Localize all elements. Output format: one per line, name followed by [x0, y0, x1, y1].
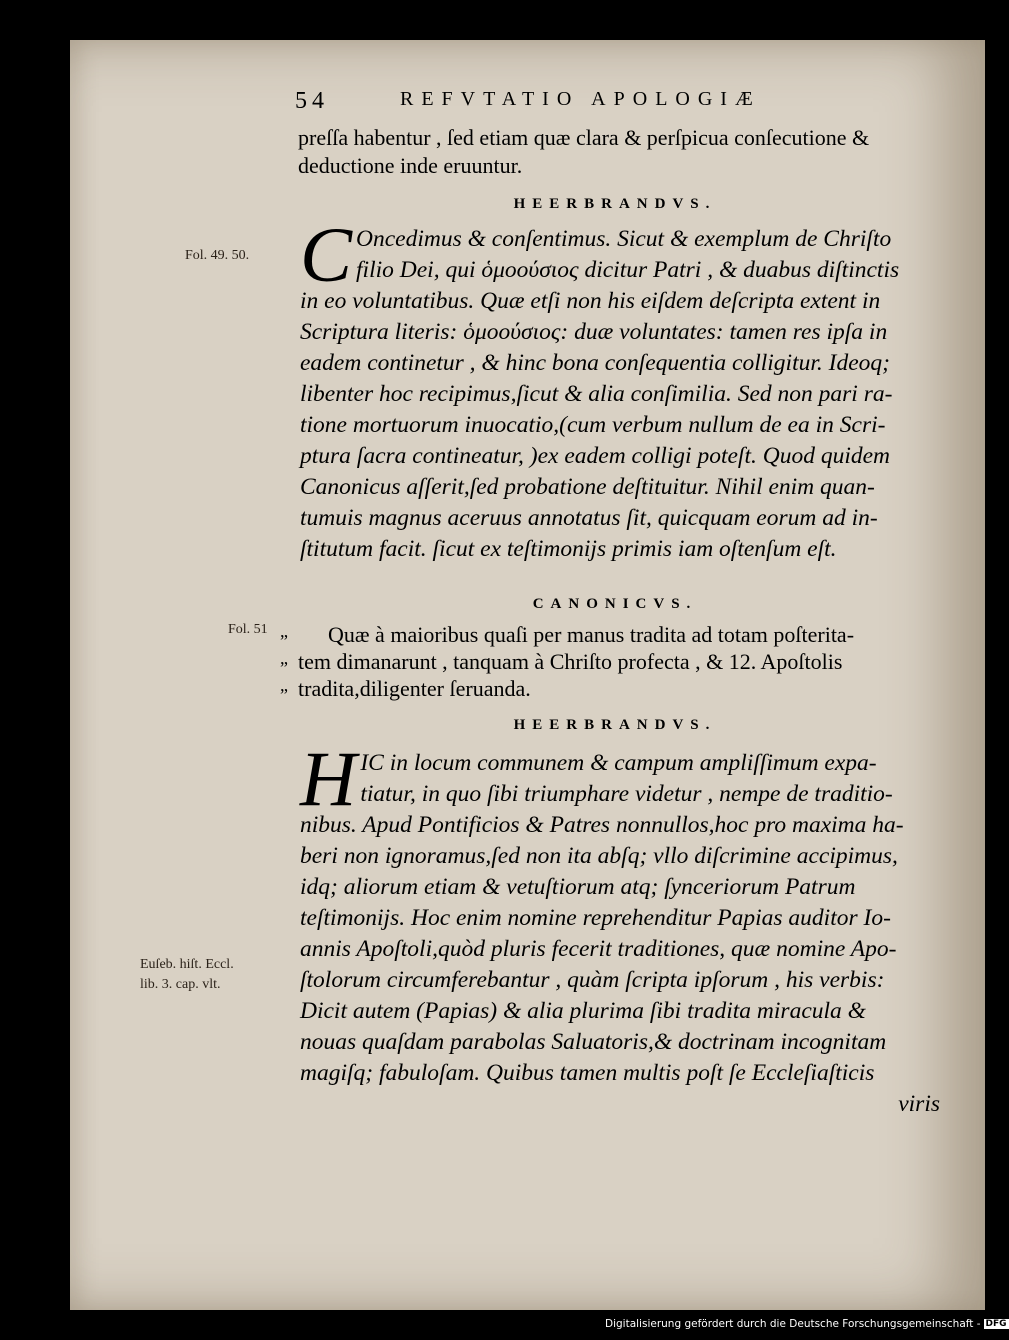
- section1-paragraph: [300, 211, 950, 565]
- text-line: beri non ignoramus,ſed non ita abſq; vllo diſcrimine accipimus,: [300, 843, 898, 869]
- dfg-logo: DFG: [985, 1319, 1007, 1329]
- text-line: idq; aliorum etiam & vetuſtiorum atq; ſynceriorum Patrum: [300, 874, 856, 900]
- text-line: libenter hoc recipimus,ſicut & alia conſimilia. Sed non pari ra-: [300, 381, 893, 407]
- section-heading: CANONICVS.: [532, 596, 698, 612]
- drop-cap: C: [300, 211, 353, 298]
- text-line: tumuis magnus aceruus annotatus ſit, quicquam eorum ad in-: [300, 505, 878, 531]
- page-number: 54: [295, 88, 329, 114]
- margin-note: Fol. 49. 50.: [185, 248, 250, 263]
- quote-marks: [280, 618, 288, 699]
- text-line: ſtolorum circumferebantur , quàm ſcripta ipſorum , his verbis:: [300, 967, 885, 993]
- margin-note: Fol. 51: [228, 622, 268, 637]
- text-line: Quæ à maioribus quaſi per manus tradita ad totam poſterita-: [328, 622, 855, 647]
- text-line: ſtitutum facit. ſicut ex teſtimonijs primis iam oſtenſum eſt.: [300, 536, 837, 562]
- text-line: nibus. Apud Pontificios & Patres nonnullos,hoc pro maxima ha-: [300, 812, 904, 838]
- text-line: filio Dei, qui ὁμοούσιος dicitur Patri , & duabus diſtinctis: [356, 257, 900, 283]
- margin-note-line: Euſeb. hiſt. Eccl.: [140, 957, 234, 972]
- text-line: nouas quaſdam parabolas Saluatoris,& doctrinam incognitam: [300, 1029, 887, 1055]
- text-line: Dicit autem (Papias) & alia plurima ſibi tradita miracula &: [300, 998, 866, 1024]
- text-line: tione mortuorum inuocatio,(cum verbum nullum de ea in Scri-: [300, 412, 886, 438]
- drop-cap-area: [300, 211, 950, 298]
- text-line: tiatur, in quo ſibi triumphare videtur , nempe de traditio-: [360, 781, 893, 807]
- text-line: ptura ſacra contineatur, )ex eadem colligi poteſt. Quod quidem: [300, 443, 891, 469]
- running-title: REFVTATIO APOLOGIÆ: [400, 88, 761, 110]
- quote-mark: „: [280, 621, 288, 641]
- text-line: deductione inde eruuntur.: [298, 153, 523, 178]
- margin-note: [140, 955, 234, 995]
- quote-mark: „: [280, 675, 288, 695]
- text-line: annis Apoſtoli,quòd pluris fecerit traditiones, quæ nomine Apo-: [300, 936, 897, 962]
- section-heading: HEERBRANDVS.: [513, 196, 717, 212]
- text-line: tradita,diligenter ſeruanda.: [298, 676, 531, 701]
- intro-paragraph: [298, 124, 948, 180]
- footer-text: Digitalisierung gefördert durch die Deutsche Forschungsgemeinschaft -: [605, 1318, 981, 1330]
- text-line: preſſa habentur , ſed etiam quæ clara & perſpicua conſecutione &: [298, 125, 870, 150]
- text-line: Scriptura literis: ὁμοούσιος: duæ voluntates: tamen res ipſa in: [300, 319, 888, 345]
- drop-cap-area: [300, 735, 950, 822]
- drop-cap: H: [300, 735, 357, 822]
- text-line: magiſq; fabuloſam. Quibus tamen multis poſt ſe Eccleſiaſticis: [300, 1060, 875, 1086]
- text-line: IC in locum communem & campum ampliſſimum expa-: [360, 750, 877, 776]
- section3-paragraph: [300, 735, 950, 1120]
- text-line: Oncedimus & conſentimus. Sicut & exemplum de Chriſto: [356, 226, 892, 252]
- digitization-footer: [605, 1318, 1009, 1330]
- quote-mark: „: [280, 648, 288, 668]
- text-line: tem dimanarunt , tanquam à Chriſto profecta , & 12. Apoſtolis: [298, 649, 843, 674]
- text-line: in eo voluntatibus. Quæ etſi non his eiſdem deſcripta extent in: [300, 288, 881, 314]
- text-line: teſtimonijs. Hoc enim nomine reprehenditur Papias auditor Io-: [300, 905, 891, 931]
- text-line: eadem continetur , & hinc bona conſequentia colligitur. Ideoq;: [300, 350, 890, 376]
- section2-paragraph: [298, 621, 948, 702]
- catchword: viris: [898, 1091, 940, 1117]
- margin-note-line: lib. 3. cap. vlt.: [140, 977, 221, 992]
- section-heading: HEERBRANDVS.: [513, 717, 717, 733]
- text-line: Canonicus aſſerit,ſed probatione deſtituitur. Nihil enim quan-: [300, 474, 875, 500]
